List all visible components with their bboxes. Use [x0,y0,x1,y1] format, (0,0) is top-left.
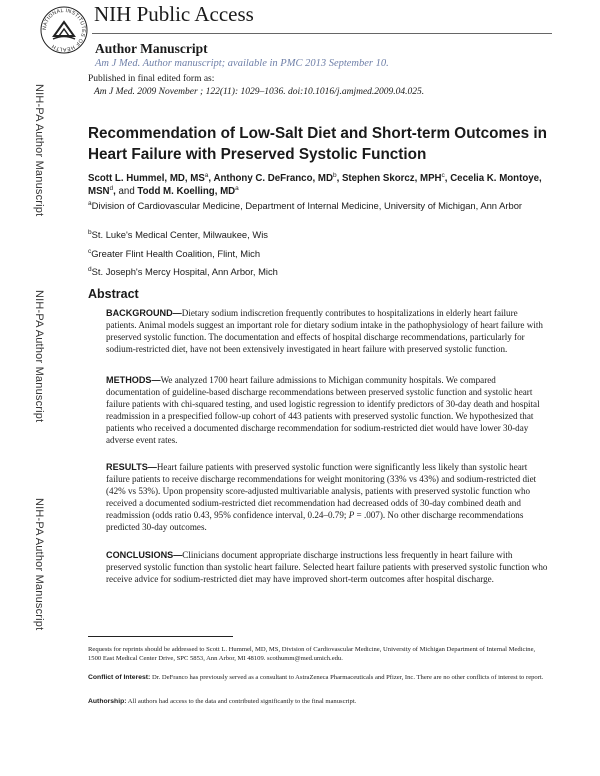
footnote-label: Conflict of Interest: [88,674,151,681]
section-label: CONCLUSIONS— [106,550,183,560]
affiliation-text: Division of Cardiovascular Medicine, Department of Internal Medicine, University of Michigan, Ann Arbor [91,200,523,211]
logo-ring-text: NATIONAL INSTITUTES OF HEALTH [41,7,87,53]
sidebar-label: NIH-PA Author Manuscript [33,84,45,217]
p-value-symbol: P [348,510,355,520]
affiliation-text: Greater Flint Health Coalition, Flint, Mich [91,248,261,259]
footnote-text: Dr. DeFranco has previously served as a consultant to AstraZeneca Pharmaceuticals and Pfizer, Inc. There are no other conflicts of interest to report. [150,674,544,681]
author-conjunction: and [118,186,138,197]
nih-logo [40,6,88,54]
published-in-label: Published in final edited form as: [88,74,215,84]
authorship-footnote [88,697,550,706]
citation [88,86,424,99]
affiliation-mark: a [88,199,92,207]
abstract-background [106,307,550,355]
abstract-methods [106,374,550,446]
publication-info [88,73,424,99]
section-text: Heart failure patients with preserved systolic function were significantly less likely than systolic heart failure patients to receive discharge recommendations for weight monitoring (33% vs 43%) and sodium-restricted diet (42% vs 53%). Upon propensity score-adjusted multivariable analysis, patients with preserved systolic function who received a documented sodium-restricted diet recommendation had decreased odds of 30-day combined death and readmission (odds ratio 0.43, 95% confidence interval, 0.24–0.79; [106,462,537,520]
journal-availability-note: Am J Med. Author manuscript; available in PMC 2013 September 10. [95,58,389,69]
section-text: Dietary sodium indiscretion frequently contributes to hospitalizations in elderly heart failure patients. Animal models suggest an important role for dietary sodium intake in the pathophysiology of heart failure with preserved systolic function. The documentation and effects of hospital discharge recommendations, particularly for sodium-restricted diet, have not been extensively investigated in heart failure with preserved systolic function. [106,308,543,354]
section-text: We analyzed 1700 heart failure admissions to Michigan community hospitals. We compared documentation of guideline-based discharge recommendations between preserved systolic function and systolic heart failure patients with chi-squared testing, and used logistic regression to identify predictors of 30-day death and hospital readmission in a prespecified follow-up cohort of 443 patients with preserved systolic function. We hypothesized that patients who received a documented discharge recommendation for sodium-restricted diet would have lower 30-day adverse event rates. [106,375,540,445]
abstract-heading: Abstract [88,287,139,301]
footnote-divider [88,636,233,637]
author-separator: , [444,173,451,184]
sidebar-label: NIH-PA Author Manuscript [33,290,45,423]
section-text: = .007). No other discharge recommendations predicted 30-day outcomes. [106,510,524,532]
section-label: BACKGROUND— [106,308,182,318]
section-label: METHODS— [106,375,161,385]
conflict-footnote [88,673,550,682]
abstract-results [106,461,550,533]
author-name: Stephen Skorcz, MPH [341,173,442,184]
author-separator: , [113,186,119,197]
abstract-conclusions [106,549,550,585]
sidebar-label: NIH-PA Author Manuscript [33,498,45,631]
author-list [88,172,548,198]
affiliation-text: St. Luke's Medical Center, Milwaukee, Wis [91,229,268,240]
reprint-footnote: Requests for reprints should be addressed to Scott L. Hummel, MD, MS, Division of Cardiovascular Medicine, University of Michigan Department of Internal Medicine, 1500 East Medical Center Drive, SPC 5853, Ann Arbor, MI 48109. scothumm@med.umich.edu. [88,646,536,662]
author-affiliation-mark: a [204,171,209,179]
affiliation-text: St. Joseph's Mercy Hospital, Ann Arbor, Mich [91,266,278,277]
author-manuscript-label: Author Manuscript [95,41,208,56]
author-affiliation-mark: a [235,184,239,192]
author-separator: , [208,173,214,184]
affiliation-mark: b [88,228,92,236]
author-name: Anthony C. DeFranco, MD [213,173,333,184]
author-affiliation-mark: c [441,171,445,179]
affiliation-mark: d [88,265,92,273]
affiliation [88,266,548,279]
footnote-label: Authorship: [88,698,127,705]
header-divider [92,33,552,34]
author-name: Cecelia K. Montoye, MSN [88,173,542,197]
footnote-text: All authors had access to the data and contributed significantly to the final manuscript. [126,698,357,705]
affiliation [88,200,548,213]
section-label: RESULTS— [106,462,157,472]
citation-text: Am J Med. 2009 November ; 122(11): 1029–1036. doi:10.1016/j.amjmed.2009.04.025. [94,87,425,97]
author-affiliation-mark: b [332,171,337,179]
nih-public-access-title: NIH Public Access [94,2,254,26]
author-affiliation-mark: d [109,184,114,192]
article-title: Recommendation of Low-Salt Diet and Short-term Outcomes in Heart Failure with Preserved Systolic Function [88,125,547,163]
author-name: Todd M. Koelling, MD [137,186,236,197]
section-text: Clinicians document appropriate discharge instructions less frequently in heart failure with preserved systolic function than systolic heart failure. Selected heart failure patients with preserved systolic function who receive advice for sodium-restricted diet may have improved short-term outcomes after hospital discharge. [106,550,548,584]
affiliation [88,248,548,261]
affiliation-mark: c [88,247,92,255]
author-name: Scott L. Hummel, MD, MS [88,173,205,184]
author-separator: , [336,173,342,184]
affiliation [88,229,548,242]
